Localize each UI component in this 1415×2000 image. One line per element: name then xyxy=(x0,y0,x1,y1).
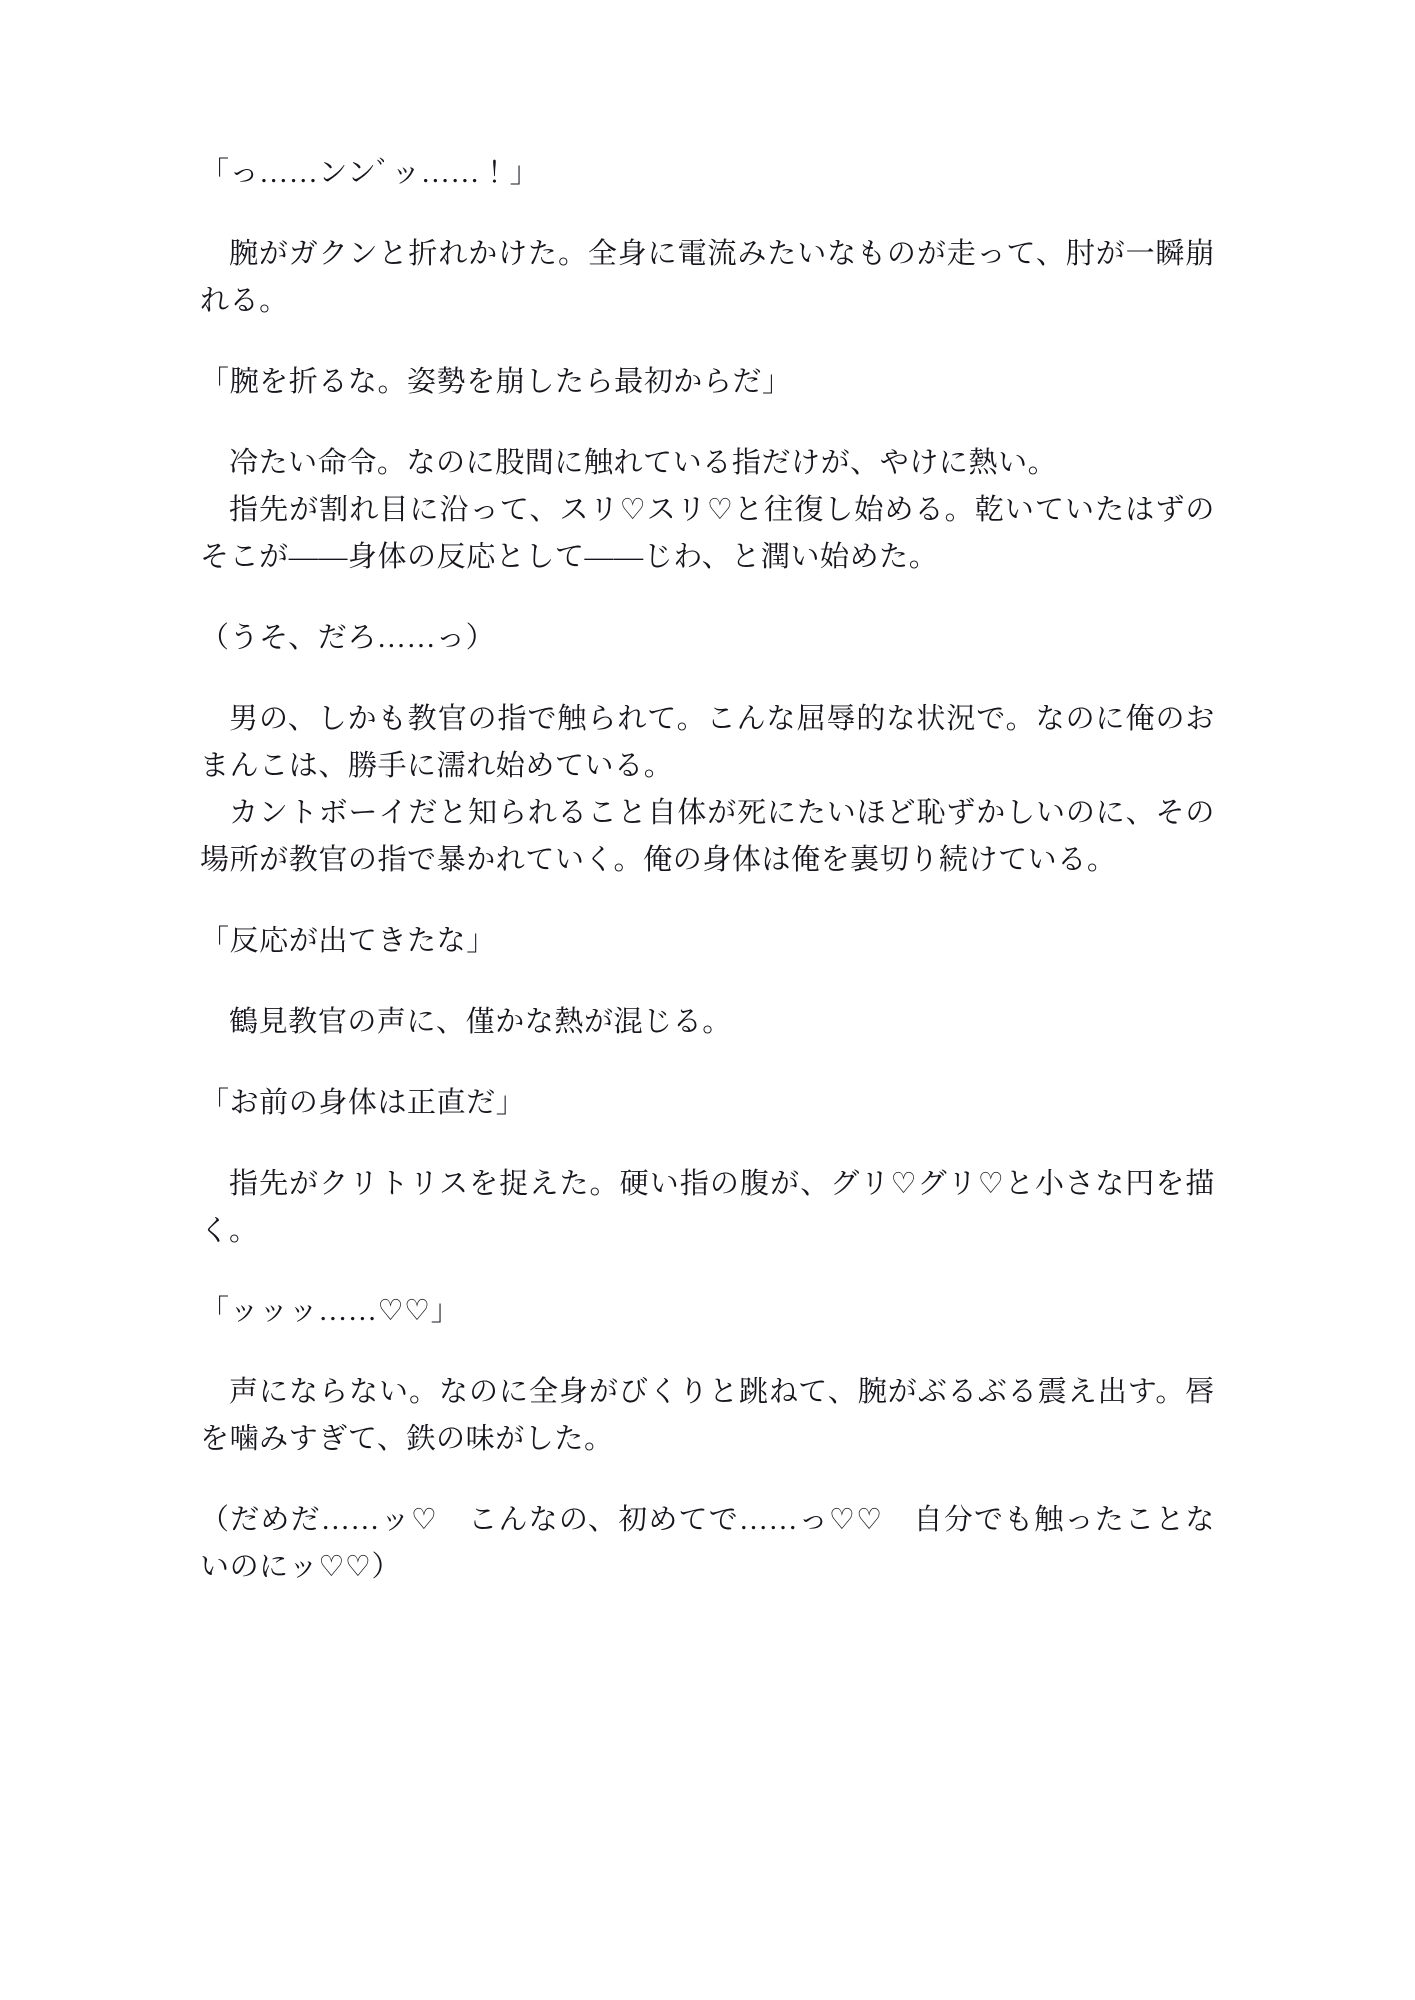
paragraph-spacer xyxy=(200,1463,1215,1497)
paragraph-narration: 腕がガクンと折れかけた。全身に電流みたいなものが走って、肘が一瞬崩れる。 xyxy=(200,237,1215,317)
paragraph-dialogue: 「ッッッ……♡♡」 xyxy=(200,1295,461,1328)
paragraph-spacer xyxy=(200,884,1215,918)
paragraph-spacer xyxy=(200,1254,1215,1288)
paragraph-narration: 男の、しかも教官の指で触られて。こんな屈辱的な状況で。なのに俺のおまんこは、勝手に濡れ始めている。 xyxy=(200,702,1215,782)
paragraph-spacer xyxy=(200,406,1215,440)
paragraph-spacer xyxy=(200,197,1215,231)
paragraph-narration: カントボーイだと知られること自体が死にたいほど恥ずかしいのに、その場所が教官の指で暴かれていく。俺の身体は俺を裏切り続けている。 xyxy=(200,796,1215,876)
paragraph-narration: 指先が割れ目に沿って、スリ♡スリ♡と往復し始める。乾いていたはずのそこが――身体の反応として――じわ、と潤い始めた。 xyxy=(200,493,1215,573)
paragraph-spacer xyxy=(200,965,1215,999)
paragraph-spacer xyxy=(200,1335,1215,1369)
paragraph-dialogue: 「っ……ンンﾞッ……！」 xyxy=(200,157,540,189)
paragraph-narration: 鶴見教官の声に、僅かな熱が混じる。 xyxy=(229,1005,732,1038)
paragraph-dialogue: 「反応が出てきたな」 xyxy=(200,924,496,957)
paragraph-spacer xyxy=(200,325,1215,359)
paragraph-narration: 冷たい命令。なのに股間に触れている指だけが、やけに熱い。 xyxy=(229,446,1058,479)
paragraph-dialogue: 「腕を折るな。姿勢を崩したら最初からだ」 xyxy=(200,365,792,398)
paragraph-narration: 声にならない。なのに全身がびくりと跳ねて、腕がぶるぶる震え出す。唇を噛みすぎて、鉄の味がした。 xyxy=(200,1376,1215,1456)
paragraph-spacer xyxy=(200,662,1215,696)
paragraph-dialogue: 「お前の身体は正直だ」 xyxy=(200,1086,526,1119)
paragraph-spacer xyxy=(200,1046,1215,1080)
paragraph-inner-thought: （だめだ……ッ♡ こんなの、初めてで……っ♡♡ 自分でも触ったことないのにッ♡♡） xyxy=(200,1504,1215,1584)
page-body xyxy=(200,150,1215,1591)
paragraph-inner-thought: （うそ、だろ……っ） xyxy=(200,621,496,654)
paragraph-spacer xyxy=(200,1127,1215,1161)
paragraph-spacer xyxy=(200,581,1215,615)
paragraph-narration: 指先がクリトリスを捉えた。硬い指の腹が、グリ♡グリ♡と小さな円を描く。 xyxy=(200,1167,1215,1247)
